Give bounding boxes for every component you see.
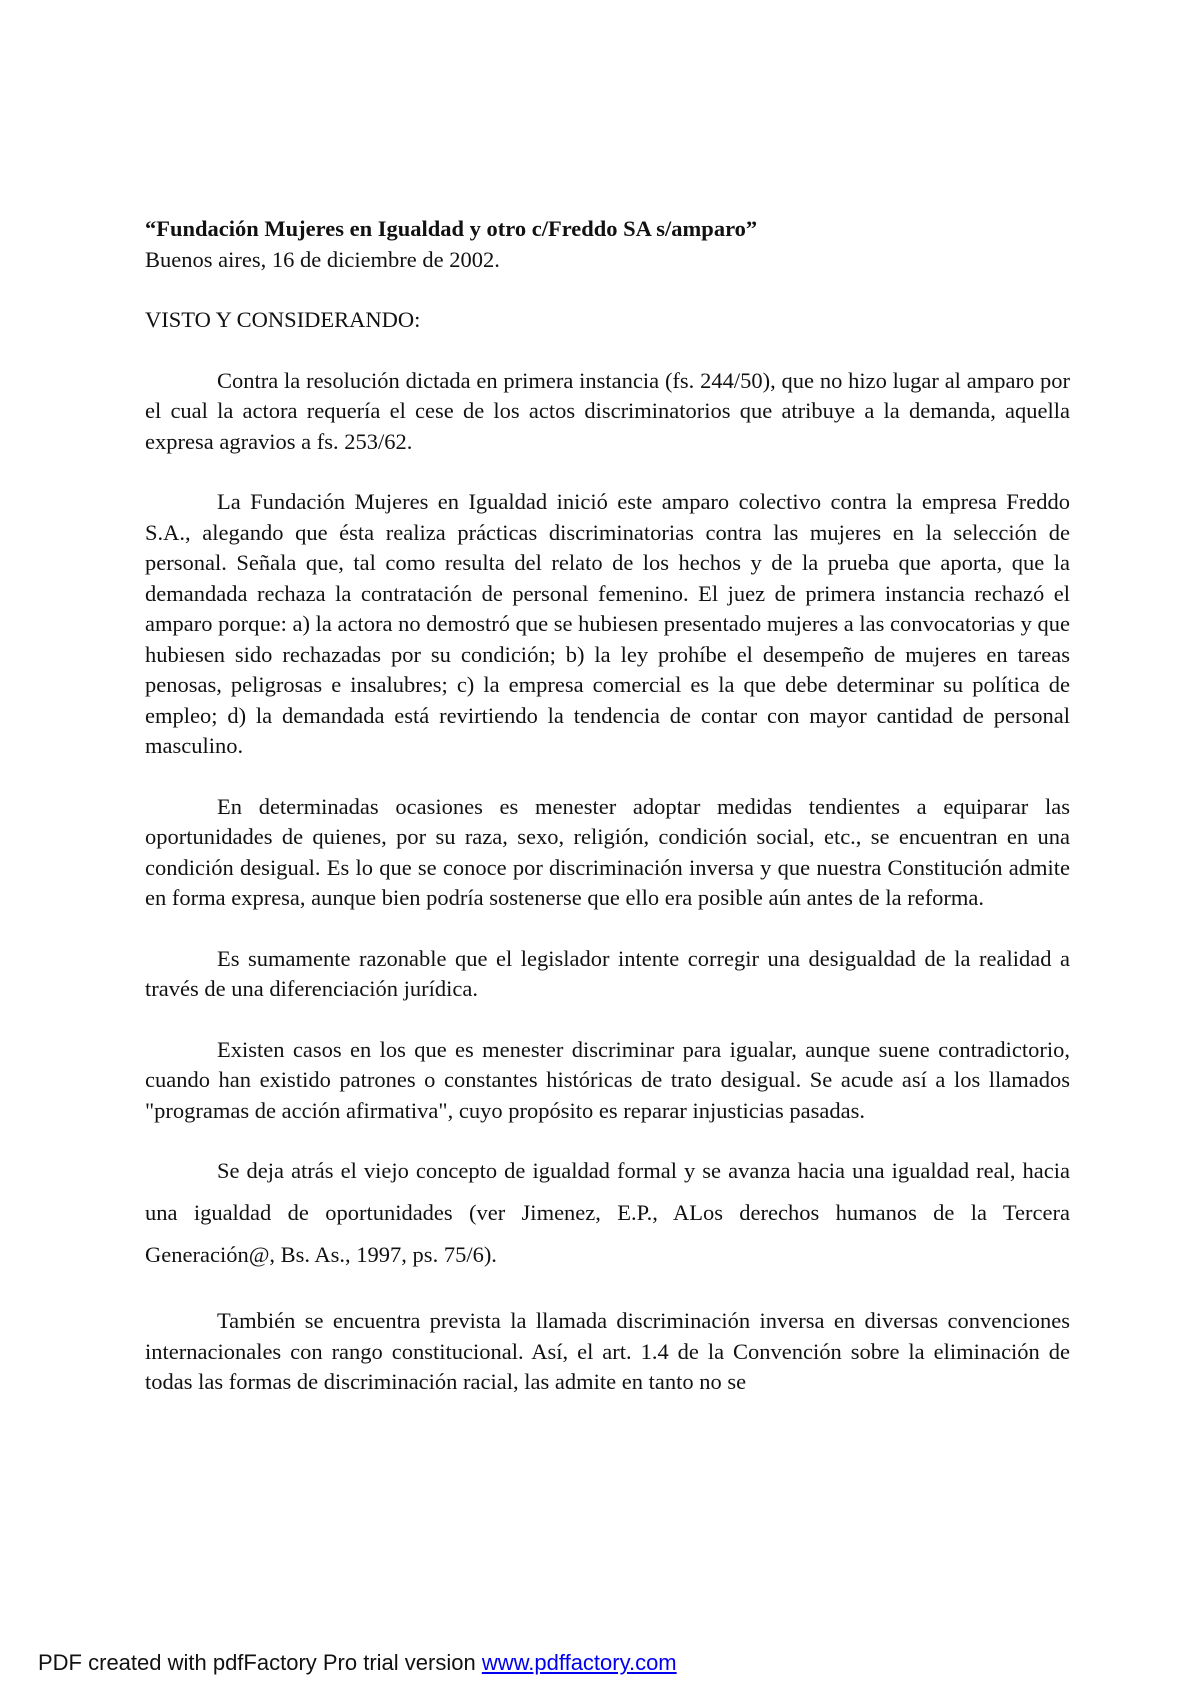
date-line: Buenos aires, 16 de diciembre de 2002. bbox=[145, 246, 500, 272]
pdffactory-link[interactable]: www.pdffactory.com bbox=[481, 1650, 677, 1675]
footer-text: PDF created with pdfFactory Pro trial version bbox=[38, 1650, 482, 1675]
paragraph-7: También se encuentra prevista la llamada discriminación inversa en diversas convenciones internacionales con rango constitucional. Así, el art. 1.4 de la Convención sobre la eliminación de todas las formas de discriminación racial, las admite en tanto no se bbox=[145, 1308, 1070, 1394]
pdf-footer bbox=[38, 1650, 677, 1676]
paragraph-1: Contra la resolución dictada en primera instancia (fs. 244/50), que no hizo lugar al amparo por el cual la actora requería el cese de los actos discriminatorios que atribuye a la demanda, aquella expresa agravios a fs. 253/62. bbox=[145, 367, 1070, 454]
paragraph-6: Se deja atrás el viejo concepto de igualdad formal y se avanza hacia una igualdad real, hacia una igualdad de oportunidades (ver Jimenez, E.P., ALos derechos humanos de la Tercera Generación@, Bs. As., 1997, ps. 75/6). bbox=[145, 1158, 1070, 1267]
paragraph-2: La Fundación Mujeres en Igualdad inició este amparo colectivo contra la empresa Freddo S.A., alegando que ésta realiza prácticas discriminatorias contra las mujeres en la selección de personal. Señala que, tal como resulta del relato de los hechos y de la prueba que aporta, que la demandada rechaza la contratación de personal femenino. El juez de primera instancia rechazó el amparo porque: a) la actora no demostró que se hubiesen presentado mujeres a las convocatorias y que hubiesen sido rechazadas por su condición; b) la ley prohíbe el desempeño de mujeres en tareas penosas, peligrosas e insalubres; c) la empresa comercial es la que debe determinar su política de empleo; d) la demandada está revirtiendo la tendencia de contar con mayor cantidad de personal masculino. bbox=[145, 489, 1070, 758]
section-heading: VISTO Y CONSIDERANDO: bbox=[145, 307, 421, 332]
paragraph-5: Existen casos en los que es menester discriminar para igualar, aunque suene contradictorio, cuando han existido patrones o constantes históricas de trato desigual. Se acude así a los llamados "programas de acción afirmativa", cuyo propósito es reparar injusticias pasadas. bbox=[145, 1036, 1070, 1123]
case-title: “Fundación Mujeres en Igualdad y otro c/Freddo SA s/amparo” bbox=[145, 216, 758, 241]
document-body bbox=[145, 214, 1070, 1398]
paragraph-4: Es sumamente razonable que el legislador intente corregir una desigualdad de la realidad a través de una diferenciación jurídica. bbox=[145, 945, 1070, 1001]
paragraph-3: En determinadas ocasiones es menester adoptar medidas tendientes a equiparar las oportunidades de quienes, por su raza, sexo, religión, condición social, etc., se encuentran en una condición desigual. Es lo que se conoce por discriminación inversa y que nuestra Constitución admite en forma expresa, aunque bien podría sostenerse que ello era posible aún antes de la reforma. bbox=[145, 793, 1070, 910]
